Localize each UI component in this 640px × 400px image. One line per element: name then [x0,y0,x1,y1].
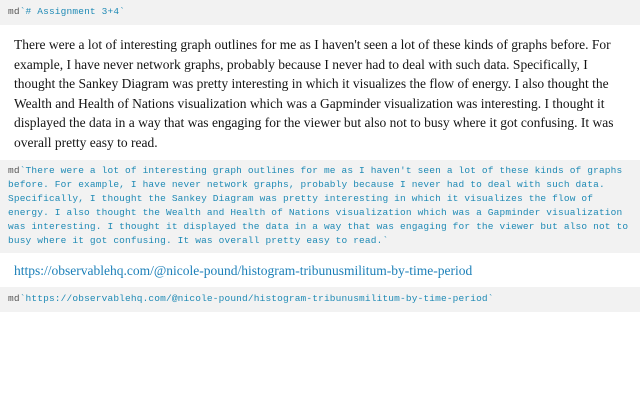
code-line [8,292,632,306]
md-keyword: md [8,292,20,304]
observable-notebook-link[interactable]: https://observablehq.com/@nicole-pound/histogram-tribunusmilitum-by-time-period [14,263,473,278]
code-line [8,5,632,19]
paragraph-text: There were a lot of interesting graph outlines for me as I haven't seen a lot of these kinds of graphs before. For example, I have never network graphs, probably because I never had to deal with such data. Specifically, I thought the Sankey Diagram was pretty interesting in which it visualizes the flow of energy. I also thought the Wealth and Health of Nations visualization which was a Gapminder visualization was interesting. I thought it displayed the data in a way that was engaging for the viewer but also not to busy where it got confusing. It was overall pretty easy to read. [14,37,614,150]
assignment-paragraph-source-cell[interactable] [0,160,640,253]
code-text: `# Assignment 3+4` [19,6,126,17]
assignment-paragraph-rendered-cell [0,25,640,160]
observable-notebook-link-source-cell[interactable] [0,287,640,312]
assignment-heading-source-cell[interactable] [0,0,640,25]
md-keyword: md [8,6,20,17]
code-text: `There were a lot of interesting graph outlines for me as I haven't seen a lot of these kinds of graphs before. For example, I have never network graphs, probably because I never had to deal with such data. Specifically, I thought the Sankey Diagram was pretty interesting in which it visualizes the flow of energy. I also thought the Wealth and Health of Nations visualization which was a Gapminder visualization was interesting. I thought it displayed the data in a way that was engaging for the viewer but also not to busy where it got confusing. It was overall pretty easy to read.` [8,165,635,246]
observable-notebook-link-cell [0,253,640,287]
code-line [8,164,635,248]
md-keyword: md [8,165,20,176]
code-text: `https://observablehq.com/@nicole-pound/histogram-tribunusmilitum-by-time-period` [19,292,494,304]
